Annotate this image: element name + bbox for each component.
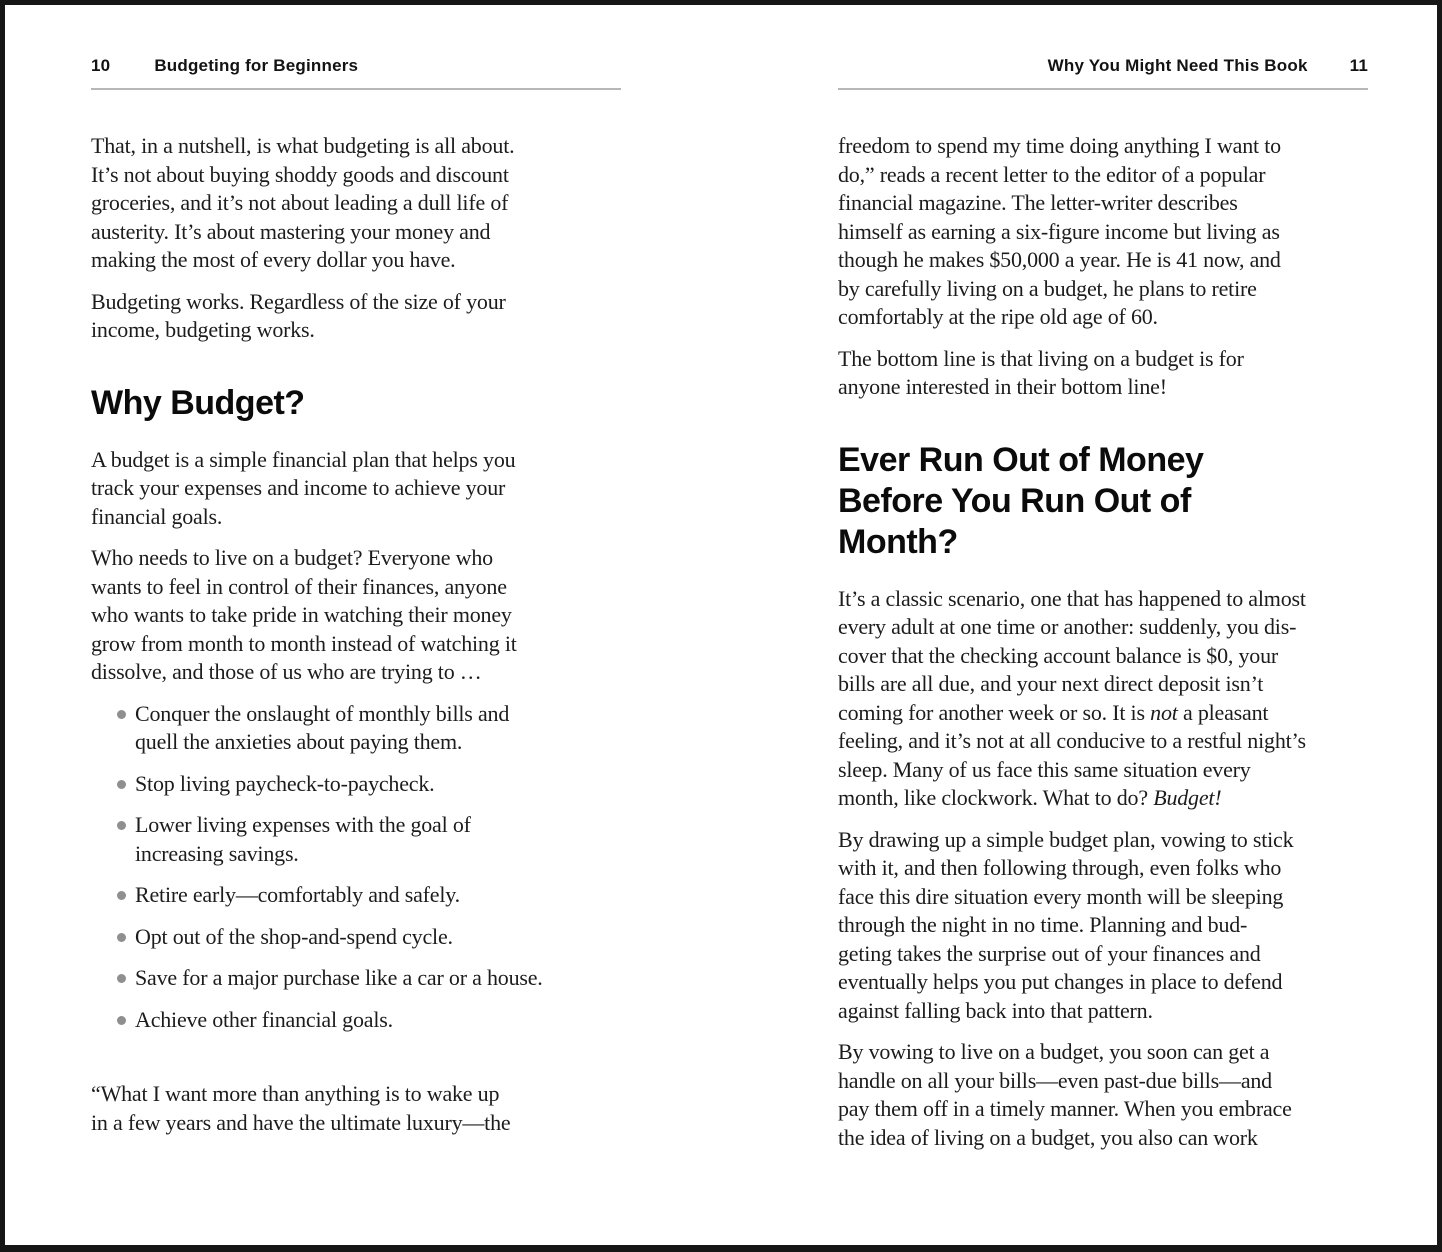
text-line: dissolve, and those of us who are trying to … <box>91 659 482 684</box>
text-line: anyone interested in their bottom line! <box>838 374 1167 399</box>
text-line: Lower living expenses with the goal of <box>135 812 471 837</box>
list-item <box>135 964 621 993</box>
running-head: Budgeting for Beginners <box>154 56 359 75</box>
quote-paragraph <box>91 1080 621 1137</box>
text-line: making the most of every dollar you have. <box>91 247 456 272</box>
text-line: by carefully living on a budget, he plans to retire <box>838 275 1257 301</box>
text-line: geting takes the surprise out of your finances and <box>838 940 1261 966</box>
text-line: bills are all due, and your next direct deposit isn’t <box>838 671 1264 696</box>
bullet-icon <box>117 710 126 719</box>
text-line: groceries, and it’s not about leading a dull life of <box>91 190 509 215</box>
list-item <box>135 923 621 952</box>
paragraph <box>91 288 621 345</box>
paragraph <box>838 585 1368 813</box>
paragraph <box>91 544 621 687</box>
text-run: a pleasant <box>1177 699 1269 725</box>
text-line: eventually helps you put changes in place to defend <box>838 969 1283 994</box>
text-run: coming for another week or so. It is <box>838 699 1151 725</box>
text-line: do,” reads a recent letter to the editor of a popular <box>838 161 1266 187</box>
list-item <box>135 1006 621 1035</box>
list-item <box>135 881 621 910</box>
text-line: the idea of living on a budget, you also can work <box>838 1124 1258 1150</box>
paragraph <box>838 1038 1368 1152</box>
page-number: 11 <box>1349 56 1368 75</box>
bullet-icon <box>117 974 126 983</box>
italic-run: not <box>1150 699 1178 725</box>
list-item <box>135 811 621 868</box>
paragraph <box>91 132 621 275</box>
running-head: Why You Might Need This Book <box>1047 56 1308 75</box>
text-line: cover that the checking account balance is $0, your <box>838 642 1279 668</box>
text-line: face this dire situation every month will be sleeping <box>838 883 1284 909</box>
text-line: though he makes $50,000 a year. He is 41 now, and <box>838 247 1281 272</box>
page-number: 10 <box>91 56 111 75</box>
text-line: The bottom line is that living on a budget is for <box>838 345 1244 371</box>
text-line: increasing savings. <box>135 840 299 866</box>
text-line <box>838 784 1368 813</box>
text-line: A budget is a simple financial plan that helps you <box>91 446 516 472</box>
text-line <box>838 699 1368 728</box>
text-line: with it, and then following through, even folks who <box>838 855 1282 880</box>
text-line: quell the anxieties about paying them. <box>135 729 463 754</box>
text-line: feeling, and it’s not at all conducive to a restful night’s <box>838 728 1306 753</box>
text-line: Retire early—comfortably and safely. <box>135 882 460 907</box>
text-line: sleep. Many of us face this same situation every <box>838 756 1251 782</box>
heading-line: Before You Run Out of <box>838 481 1191 520</box>
bullet-icon <box>117 780 126 789</box>
text-line: Budgeting works. Regardless of the size of your <box>91 288 506 314</box>
bullet-icon <box>117 933 126 942</box>
text-line: who wants to take pride in watching their money <box>91 602 512 627</box>
text-line: Opt out of the shop-and-spend cycle. <box>135 923 453 949</box>
bullet-icon <box>117 821 126 830</box>
text-line: Stop living paycheck-to-paycheck. <box>135 770 435 796</box>
text-line: financial magazine. The letter-writer describes <box>838 190 1238 215</box>
text-run: month, like clockwork. What to do? <box>838 785 1154 810</box>
text-line: handle on all your bills—even past-due bills—and <box>838 1067 1272 1093</box>
bullet-icon <box>117 891 126 900</box>
text-line: wants to feel in control of their finances, anyone <box>91 573 507 599</box>
header-rule <box>91 88 621 90</box>
text-line: through the night in no time. Planning and bud- <box>838 912 1248 937</box>
heading-line: Month? <box>838 522 958 561</box>
list-item <box>135 700 621 757</box>
text-line: freedom to spend my time doing anything I want to <box>838 133 1281 158</box>
left-page <box>91 56 621 1137</box>
text-line: Save for a major purchase like a car or a house. <box>135 965 543 990</box>
text-line: against falling back into that pattern. <box>838 997 1153 1023</box>
text-line: Conquer the onslaught of monthly bills and <box>135 700 510 726</box>
text-line: By vowing to live on a budget, you soon can get a <box>838 1039 1270 1064</box>
paragraph <box>838 132 1368 332</box>
left-running-header <box>91 56 621 76</box>
text-line: austerity. It’s about mastering your money and <box>91 218 491 244</box>
text-line: It’s not about buying shoddy goods and discount <box>91 161 509 187</box>
heading-line: Ever Run Out of Money <box>838 440 1204 479</box>
italic-run: Budget! <box>1153 785 1222 810</box>
right-page-body <box>838 132 1368 1152</box>
text-line: every adult at one time or another: suddenly, you dis- <box>838 614 1297 639</box>
list-item <box>135 770 621 799</box>
section-heading <box>838 440 1368 563</box>
paragraph <box>91 446 621 532</box>
section-heading: Why Budget? <box>91 383 305 422</box>
left-page-body <box>91 132 621 1137</box>
text-line: income, budgeting works. <box>91 317 315 342</box>
text-line: “What I want more than anything is to wake up <box>91 1081 500 1106</box>
text-line: pay them off in a timely manner. When you embrace <box>838 1096 1292 1121</box>
right-running-header <box>838 56 1368 76</box>
right-page <box>838 56 1368 1152</box>
bullet-icon <box>117 1016 126 1025</box>
text-line: Who needs to live on a budget? Everyone who <box>91 545 493 570</box>
text-line: grow from month to month instead of watching it <box>91 630 517 656</box>
text-line: himself as earning a six-figure income but living as <box>838 218 1280 244</box>
header-rule <box>838 88 1368 90</box>
text-line: By drawing up a simple budget plan, vowing to stick <box>838 826 1294 852</box>
text-line: Achieve other financial goals. <box>135 1006 393 1032</box>
paragraph <box>838 345 1368 402</box>
text-line: financial goals. <box>91 503 223 529</box>
text-line: track your expenses and income to achieve your <box>91 475 506 500</box>
bullet-list <box>91 700 621 1035</box>
paragraph <box>838 826 1368 1026</box>
text-line: It’s a classic scenario, one that has happened to almost <box>838 585 1306 611</box>
text-line: in a few years and have the ultimate luxury—the <box>91 1109 511 1135</box>
text-line: That, in a nutshell, is what budgeting is all about. <box>91 133 515 158</box>
text-line: comfortably at the ripe old age of 60. <box>838 304 1158 329</box>
